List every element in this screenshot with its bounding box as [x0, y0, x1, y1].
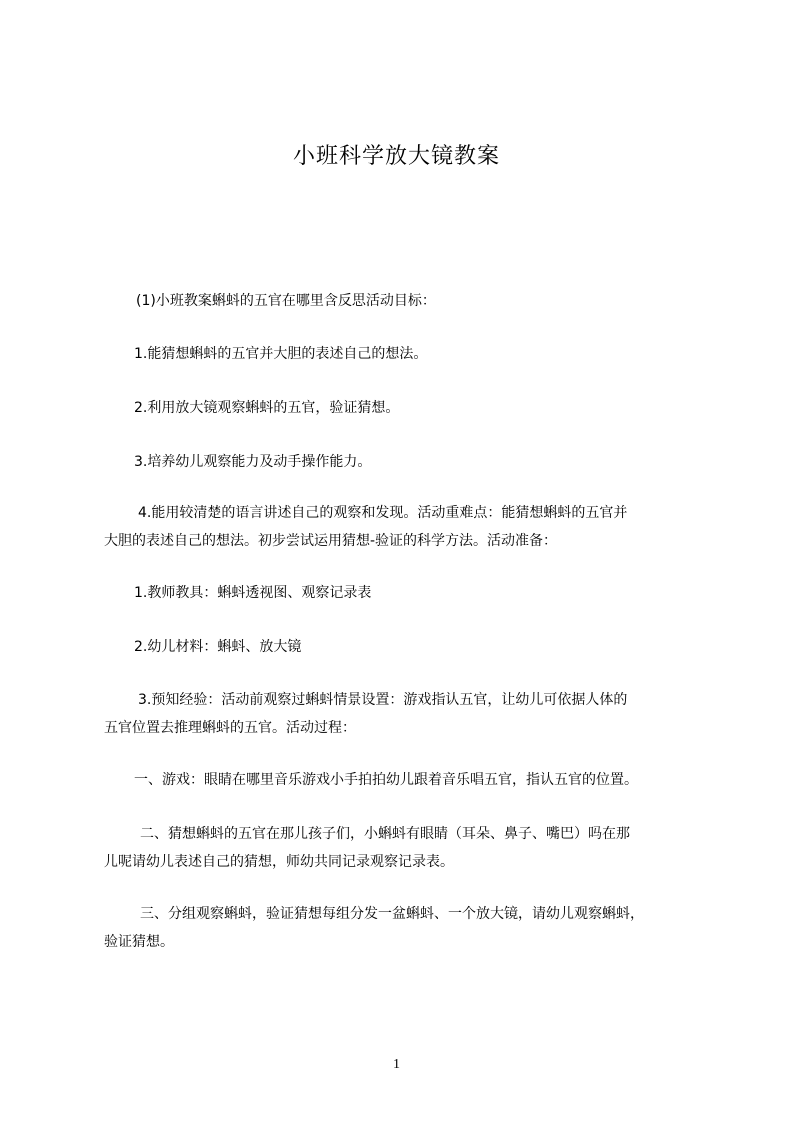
paragraph-line: 1.教师教具：蝌蚪透视图、观察记录表 — [134, 585, 372, 601]
paragraph-line: 一、游戏：眼睛在哪里音乐游戏小手拍拍幼儿跟着音乐唱五官，指认五官的位置。 — [134, 772, 638, 788]
paragraph-line: 2.利用放大镜观察蝌蚪的五官，验证猜想。 — [134, 400, 400, 416]
paragraph-prep-1 — [134, 579, 734, 607]
paragraph-prep-2 — [134, 633, 734, 661]
page-number: 1 — [393, 1057, 400, 1072]
paragraph-line: 二、猜想蝌蚪的五官在那儿孩子们，小蝌蚪有眼睛（耳朵、鼻子、嘴巴）吗在那 — [140, 826, 630, 842]
paragraph-line: 验证猜想。 — [104, 934, 174, 950]
paragraph-line: 三、分组观察蝌蚪，验证猜想每组分发一盆蝌蚪、一个放大镜，请幼儿观察蝌蚪， — [140, 906, 644, 922]
paragraph-line: 大胆的表述自己的想法。初步尝试运用猜想-验证的科学方法。活动准备： — [104, 533, 558, 549]
paragraph-objective-1 — [134, 340, 734, 368]
paragraph-line: (1)小班教案蝌蚪的五官在哪里含反思活动目标： — [136, 293, 436, 309]
paragraph-line: 3.预知经验：活动前观察过蝌蚪情景设置：游戏指认五官，让幼儿可依据人体的 — [138, 692, 628, 708]
document-title: 小班科学放大镜教案 — [292, 144, 500, 169]
paragraph-line: 2.幼儿材料：蝌蚪、放大镜 — [134, 639, 302, 655]
paragraph-line: 4.能用较清楚的语言讲述自己的观察和发现。活动重难点：能猜想蝌蚪的五官并 — [138, 505, 628, 521]
paragraph-objectives-heading — [136, 287, 736, 315]
paragraph-line: 1.能猜想蝌蚪的五官并大胆的表述自己的想法。 — [134, 346, 428, 362]
paragraph-line: 3.培养幼儿观察能力及动手操作能力。 — [134, 454, 372, 470]
paragraph-objective-4 — [104, 499, 704, 555]
paragraph-process-3 — [104, 900, 704, 956]
paragraph-line: 五官位置去推理蝌蚪的五官。活动过程： — [104, 720, 356, 736]
paragraph-prep-3 — [104, 686, 704, 742]
paragraph-process-1 — [134, 766, 734, 794]
paragraph-objective-2 — [134, 394, 734, 422]
paragraph-process-2 — [104, 820, 704, 876]
paragraph-objective-3 — [134, 448, 734, 476]
paragraph-line: 儿呢请幼儿表述自己的猜想，师幼共同记录观察记录表。 — [104, 854, 454, 870]
